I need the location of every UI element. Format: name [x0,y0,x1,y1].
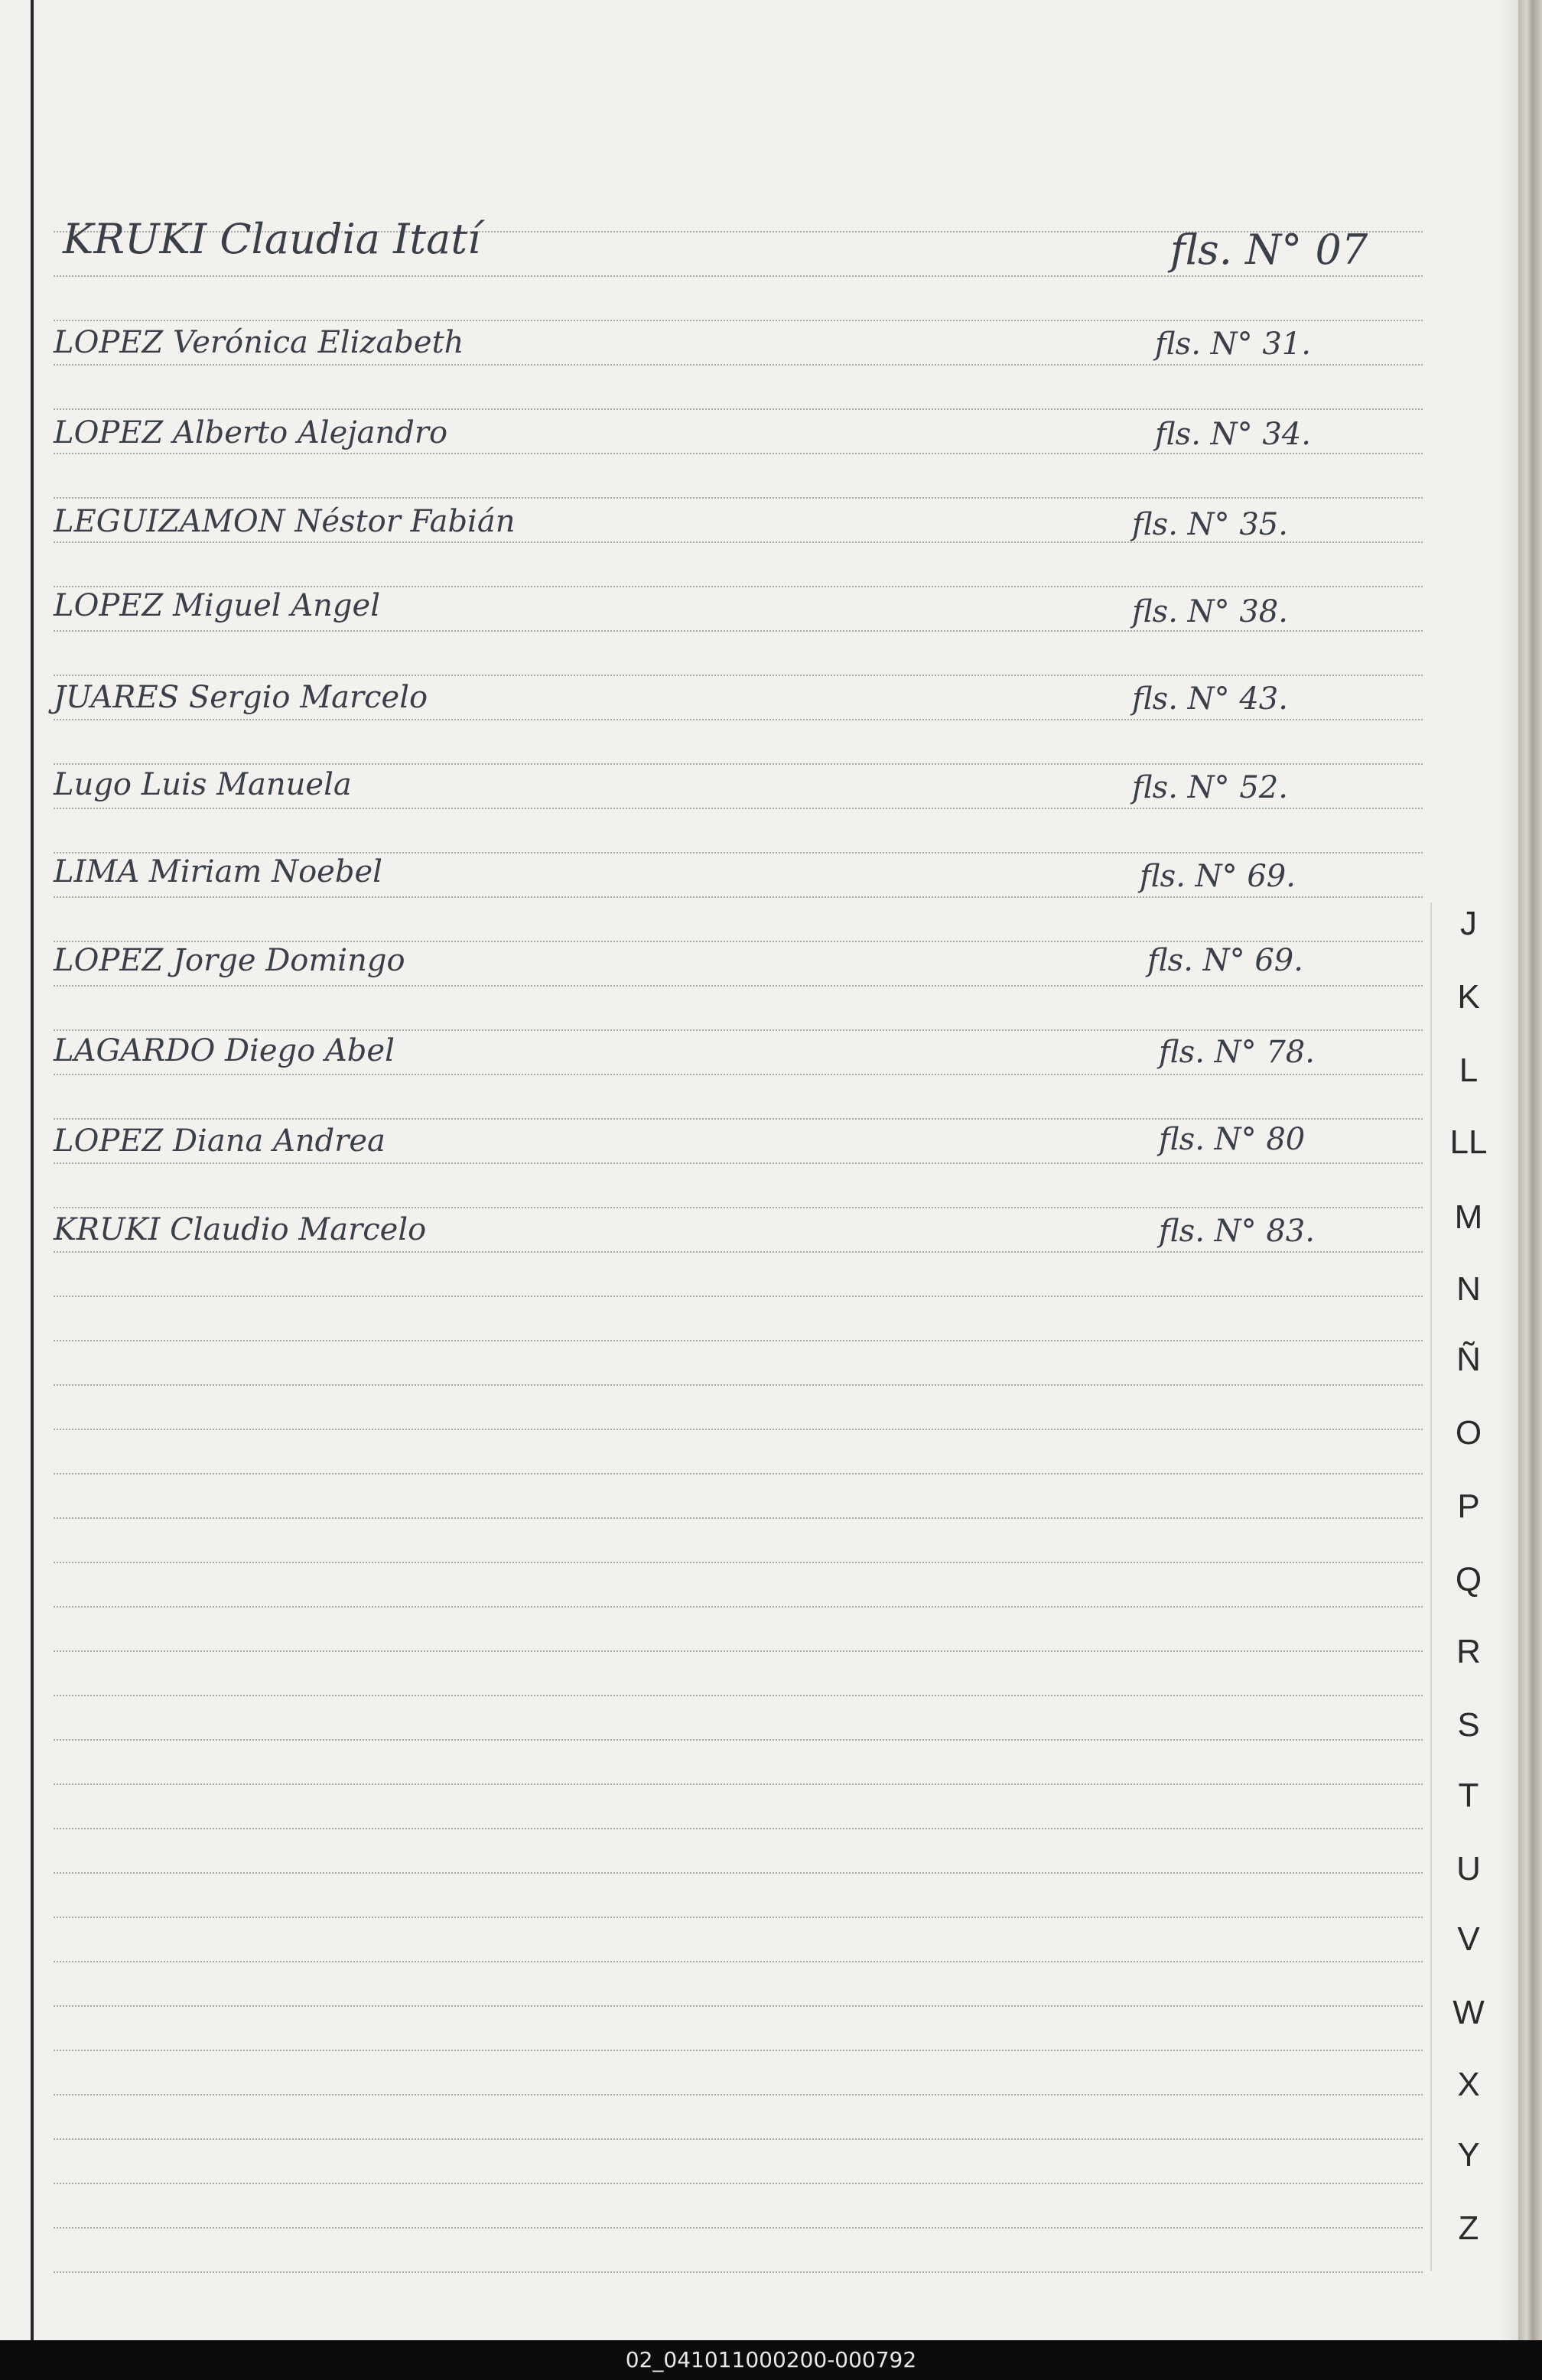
index-tab-u[interactable]: U [1456,1850,1481,1887]
ruled-line [54,852,1423,853]
ruled-line [54,408,1423,410]
entry-folio: fls. N° 69. [1140,859,1296,894]
index-tab-p[interactable]: P [1457,1488,1480,1525]
index-tab-y[interactable]: Y [1457,2136,1480,2174]
ruled-line [54,1695,1423,1696]
ruled-line [54,1562,1423,1563]
ruled-line [54,453,1423,454]
ruled-line [54,763,1423,765]
ruled-line [54,1340,1423,1341]
entry-name: Lugo Luis Manuela [54,767,352,802]
index-tab-s[interactable]: S [1457,1706,1480,1744]
entry-folio: fls. N° 80 [1159,1122,1306,1157]
index-tab-l[interactable]: L [1459,1052,1479,1089]
ruled-line [54,719,1423,720]
ruled-line [54,2005,1423,2007]
ruled-line [54,1872,1423,1874]
index-tab-v[interactable]: V [1457,1920,1480,1958]
entry-folio: fls. N° 31. [1155,327,1311,362]
entry-name: LOPEZ Diana Andrea [54,1123,386,1159]
ruled-line [54,1517,1423,1519]
ruled-line [54,497,1423,499]
index-tab-k[interactable]: K [1457,978,1480,1016]
ruled-line [54,1650,1423,1652]
ruled-line [54,275,1423,277]
ruled-line [54,1473,1423,1474]
ruled-line [54,2050,1423,2051]
ruled-line [54,1783,1423,1785]
entry-name: KRUKI Claudia Itatí [63,215,481,263]
ruled-line [54,1384,1423,1386]
ruled-line [54,1162,1423,1164]
page-edge-shadow [1499,0,1519,2340]
scan-identifier: 02_041011000200-000792 [625,2347,917,2372]
index-tab-m[interactable]: M [1454,1198,1483,1236]
entry-name: LEGUIZAMON Néstor Fabián [54,504,516,539]
entry-folio: fls. N° 69. [1147,943,1303,978]
ruled-line [54,1029,1423,1031]
ruled-line [54,1606,1423,1608]
ruled-line [54,1251,1423,1253]
index-tab-o[interactable]: O [1455,1414,1482,1452]
ruled-line [54,1739,1423,1741]
entry-folio: fls. N° 34. [1155,417,1311,452]
ruled-line [54,630,1423,632]
entry-folio: fls. N° 43. [1132,681,1288,717]
entry-folio: fls. N° 38. [1132,594,1288,629]
entry-folio: fls. N° 35. [1132,507,1288,542]
entry-folio: fls. N° 83. [1159,1214,1315,1249]
entry-name: LOPEZ Miguel Angel [54,588,380,623]
entry-name: LOPEZ Jorge Domingo [54,943,405,978]
ruled-line [54,320,1423,321]
ruled-line [54,941,1423,942]
index-tab-r[interactable]: R [1456,1633,1481,1670]
entry-folio: fls. N° 78. [1159,1035,1315,1070]
ruled-line [54,2183,1423,2184]
index-tab-enye[interactable]: Ñ [1456,1341,1481,1378]
index-tab-z[interactable]: Z [1458,2209,1479,2247]
ruled-line [54,985,1423,987]
index-tab-x[interactable]: X [1457,2066,1480,2103]
ruled-line [54,1917,1423,1918]
binding-line [31,0,34,2340]
ruled-line [54,2138,1423,2140]
index-tab-divider [1430,902,1432,2271]
index-tab-q[interactable]: Q [1455,1561,1482,1598]
ruled-line [54,2094,1423,2096]
index-tab-j[interactable]: J [1460,905,1477,942]
ruled-line [54,2271,1423,2273]
entry-name: LOPEZ Alberto Alejandro [54,415,448,450]
ruled-line [54,1429,1423,1430]
ruled-line [54,1207,1423,1208]
entry-name: LIMA Miriam Noebel [54,854,382,889]
entry-name: LAGARDO Diego Abel [54,1033,395,1068]
ruled-line [54,1074,1423,1075]
entry-name: JUARES Sergio Marcelo [54,680,428,715]
index-tab-ll[interactable]: LL [1449,1123,1488,1161]
index-tab-t[interactable]: T [1458,1777,1479,1814]
entry-folio: fls. N° 07 [1170,226,1368,274]
entry-name: LOPEZ Verónica Elizabeth [54,325,464,360]
ruled-line [54,1118,1423,1120]
ruled-line [54,364,1423,366]
ruled-line [54,586,1423,587]
ruled-line [54,808,1423,809]
ruled-line [54,1961,1423,1962]
index-tab-n[interactable]: N [1456,1270,1481,1308]
index-tab-w[interactable]: W [1453,1994,1485,2031]
ruled-line [54,1828,1423,1829]
ruled-line [54,896,1423,898]
stacked-page-edge [1518,0,1542,2340]
ruled-line [54,675,1423,676]
ruled-line [54,2227,1423,2229]
entry-folio: fls. N° 52. [1132,770,1288,805]
ruled-line [54,1296,1423,1297]
entry-name: KRUKI Claudio Marcelo [54,1212,427,1247]
